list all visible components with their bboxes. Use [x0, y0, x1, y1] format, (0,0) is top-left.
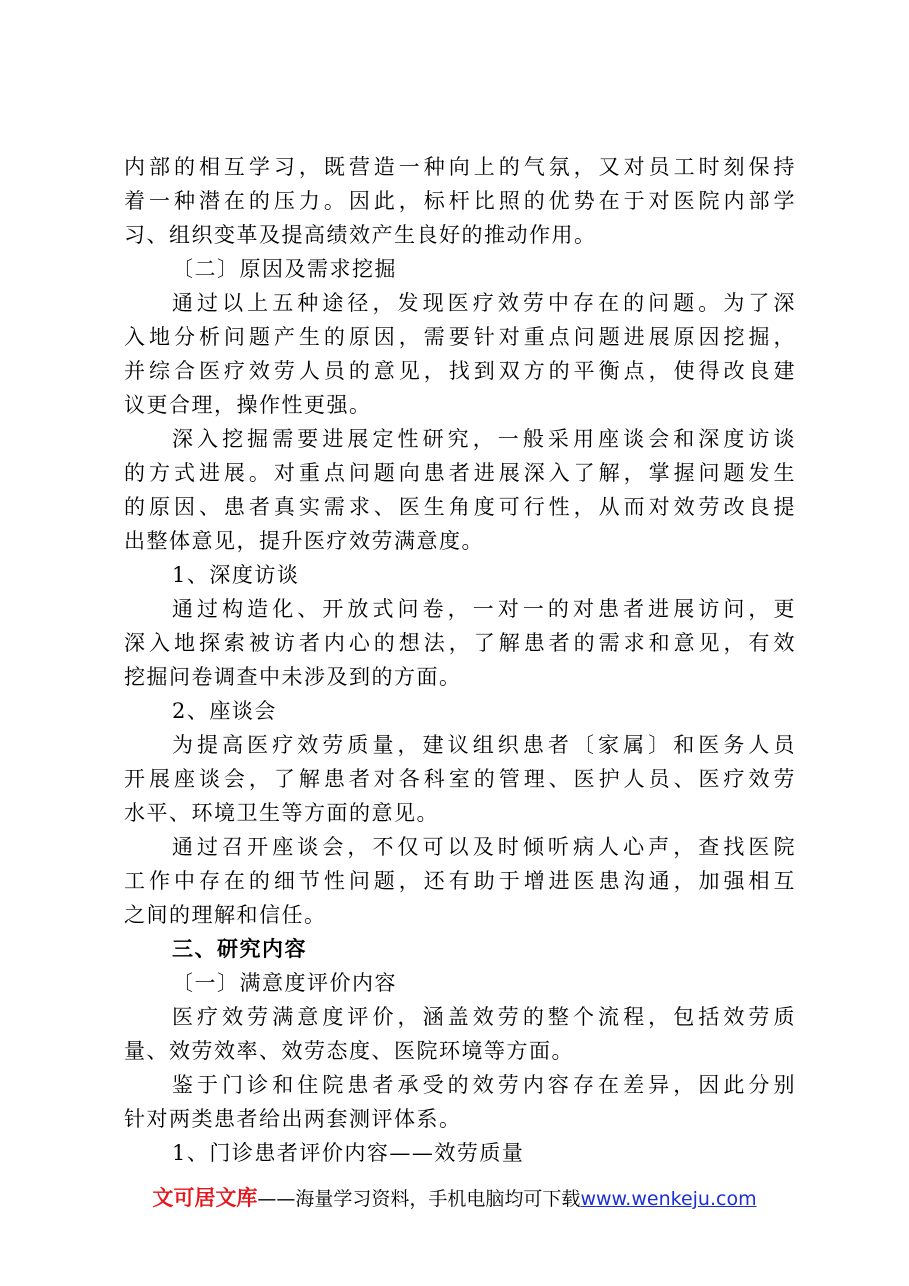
paragraph-line: 工作中存在的细节性问题，还有助于增进医患沟通，加强相互	[124, 869, 796, 893]
paragraph-line: 针对两类患者给出两套测评体系。	[124, 1107, 462, 1131]
paragraph-line: 医疗效劳满意度评价，涵盖效劳的整个流程，包括效劳质	[172, 1005, 796, 1029]
paragraph-line: 通过以上五种途径，发现医疗效劳中存在的问题。为了深	[172, 291, 796, 315]
paragraph-line: 量、效劳效率、效劳态度、医院环境等方面。	[124, 1039, 574, 1063]
website-link[interactable]: www.wenkeju.com	[580, 1188, 757, 1210]
section-heading: 〔一〕满意度评价内容	[172, 971, 397, 995]
paragraph-line: 鉴于门诊和住院患者承受的效劳内容存在差异，因此分别	[172, 1073, 796, 1097]
subsection-heading: 2、座谈会	[172, 699, 277, 723]
paragraph-line: 通过构造化、开放式问卷，一对一的对患者进展访问，更	[172, 597, 796, 621]
chapter-heading: 三、研究内容	[172, 937, 307, 961]
paragraph-line: 为提高医疗效劳质量，建议组织患者〔家属〕和医务人员	[172, 733, 796, 757]
paragraph-line: 开展座谈会，了解患者对各科室的管理、医护人员、医疗效劳	[124, 767, 796, 791]
section-heading: 〔二〕原因及需求挖掘	[172, 257, 397, 281]
footer-banner	[0, 1182, 909, 1212]
paragraph-line: 的方式进展。对重点问题向患者进展深入了解，掌握问题发生	[124, 461, 796, 485]
paragraph-line: 出整体意见，提升医疗效劳满意度。	[124, 529, 484, 553]
footer-tagline: ——海量学习资料，手机电脑均可下载	[257, 1188, 581, 1210]
paragraph-line: 挖掘问卷调查中未涉及到的方面。	[124, 665, 462, 689]
paragraph-line: 内部的相互学习，既营造一种向上的气氛，又对员工时刻保持	[124, 155, 796, 179]
paragraph-line: 深入地探索被访者内心的想法，了解患者的需求和意见，有效	[124, 631, 796, 655]
paragraph-line: 并综合医疗效劳人员的意见，找到双方的平衡点，使得改良建	[124, 359, 796, 383]
paragraph-line: 之间的理解和信任。	[124, 903, 327, 927]
paragraph-line: 通过召开座谈会，不仅可以及时倾听病人心声，查找医院	[172, 835, 796, 859]
subsection-heading: 1、门诊患者评价内容——效劳质量	[172, 1141, 525, 1165]
paragraph-line: 水平、环境卫生等方面的意见。	[124, 801, 439, 825]
paragraph-line: 议更合理，操作性更强。	[124, 393, 372, 417]
paragraph-line: 的原因、患者真实需求、医生角度可行性，从而对效劳改良提	[124, 495, 796, 519]
paragraph-line: 着一种潜在的压力。因此，标杆比照的优势在于对医院内部学	[124, 189, 796, 213]
document-body	[124, 150, 796, 1170]
paragraph-line: 入地分析问题产生的原因，需要针对重点问题进展原因挖掘，	[124, 325, 796, 349]
paragraph-line: 习、组织变革及提高绩效产生良好的推动作用。	[124, 223, 597, 247]
brand-name: 文可居文库	[152, 1186, 258, 1210]
subsection-heading: 1、深度访谈	[172, 563, 300, 587]
paragraph-line: 深入挖掘需要进展定性研究，一般采用座谈会和深度访谈	[172, 427, 796, 451]
